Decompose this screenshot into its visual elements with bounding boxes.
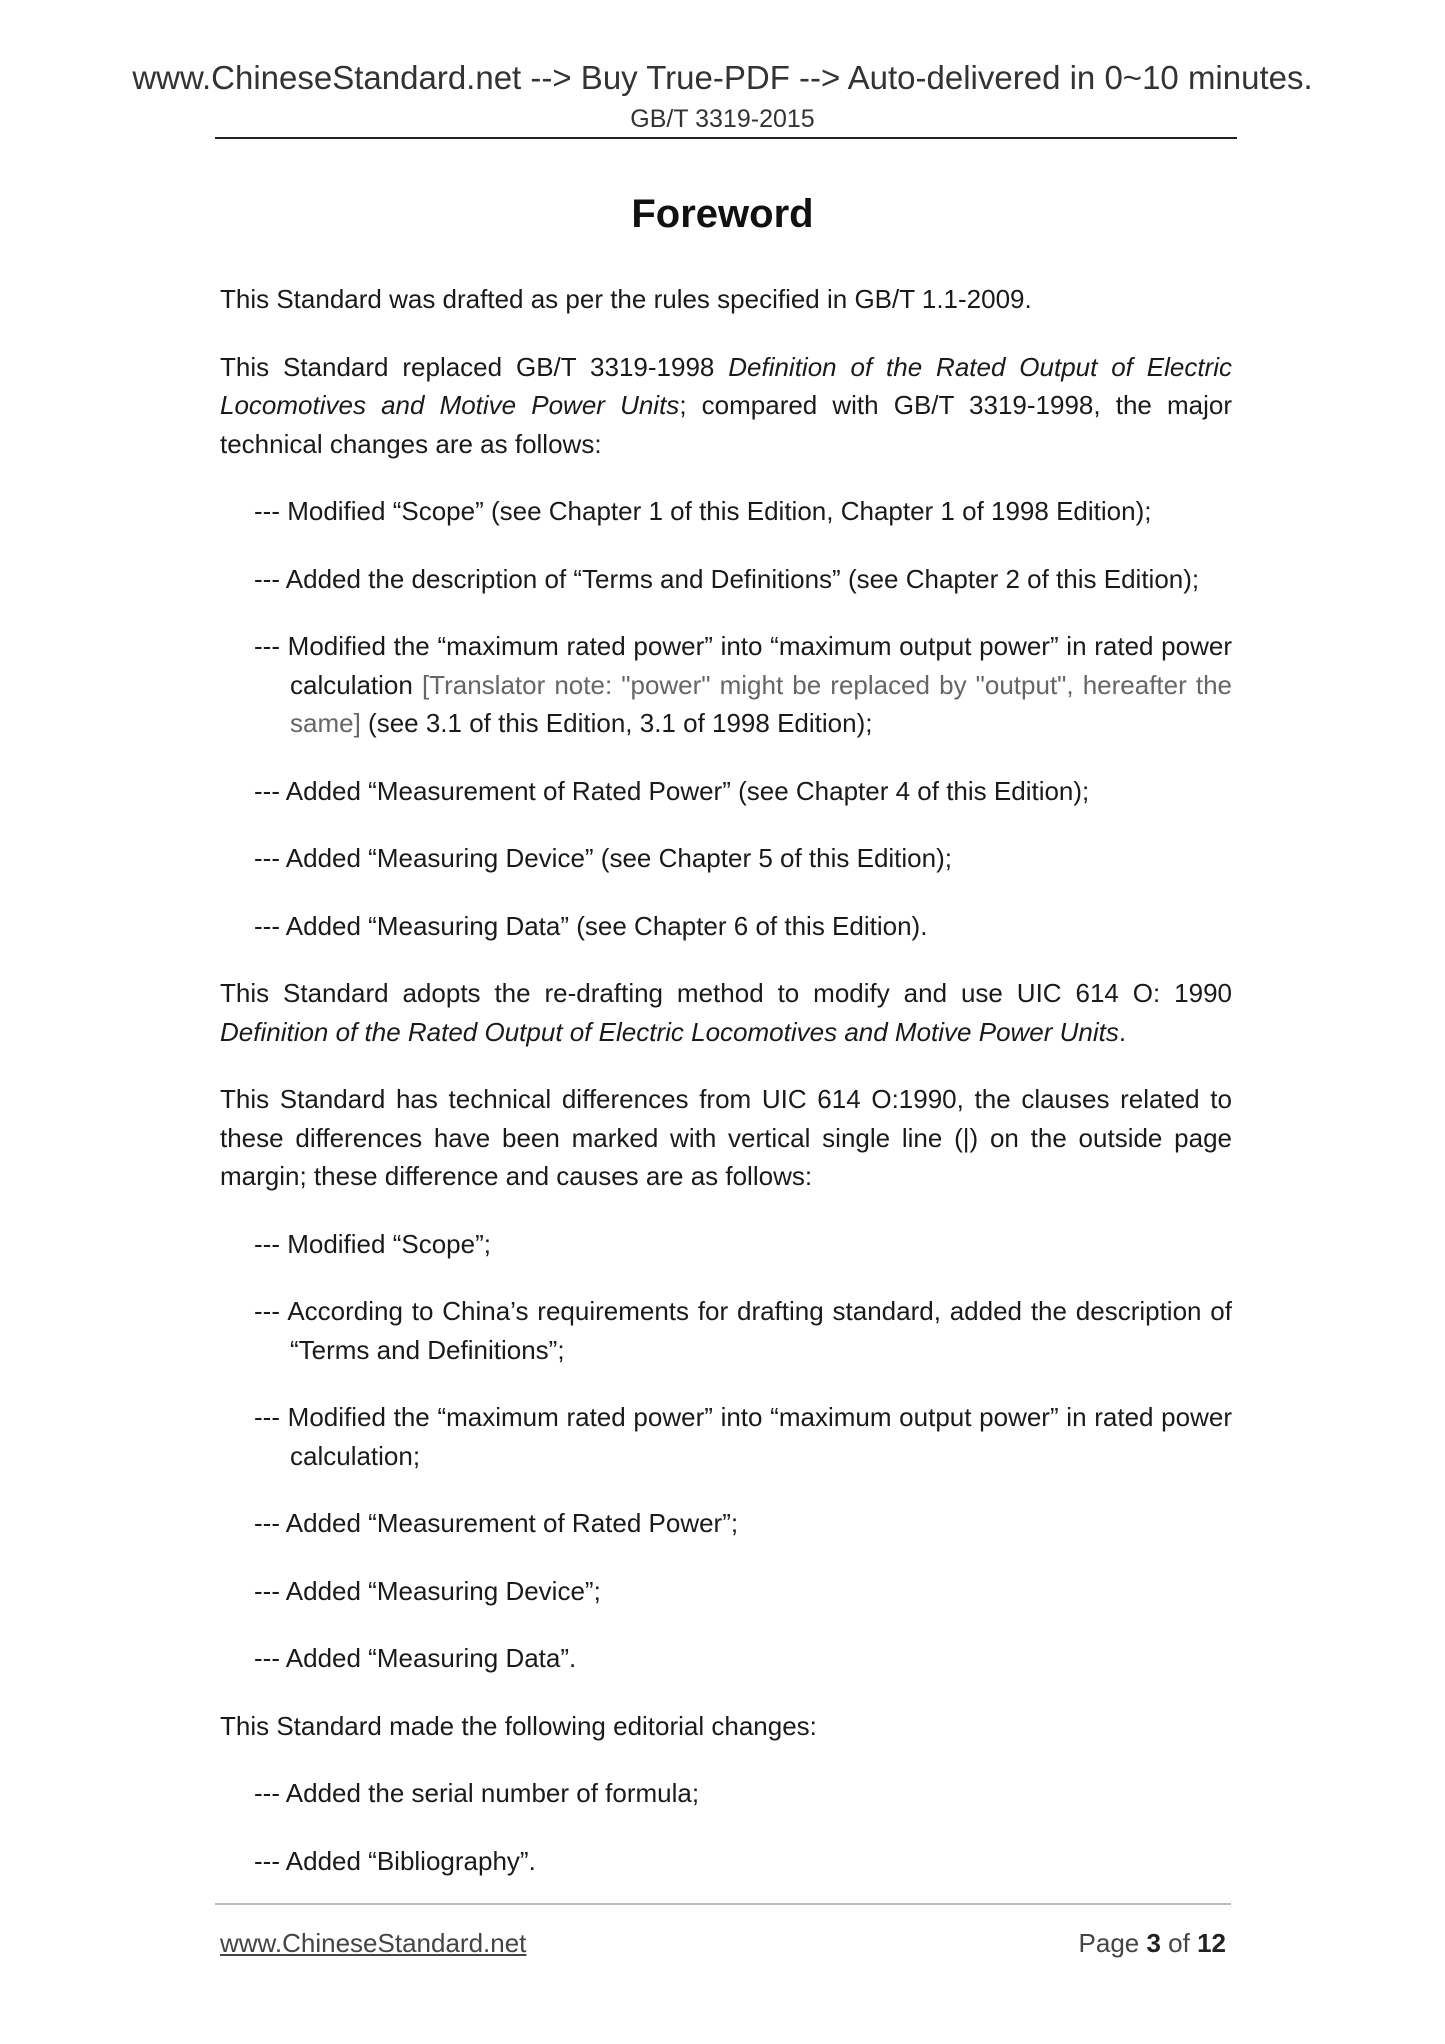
paragraph-drafting-rules: This Standard was drafted as per the rules specified in GB/T 1.1-2009. — [220, 284, 1032, 314]
change-item-max-power-ref: (see 3.1 of this Edition, 3.1 of 1998 Edition); — [360, 708, 873, 738]
paragraph-replaced-text-c: ; compared with GB/T 3319-1998, the major technical changes are as follows: — [220, 390, 1232, 459]
paragraph-replaced-standard — [220, 348, 1232, 464]
footer-divider — [215, 1903, 1231, 1905]
change-item-max-power — [254, 627, 1232, 743]
header-top-line: www.ChineseStandard.net --> Buy True-PDF --> Auto-delivered in 0~10 minutes. — [132, 59, 1313, 96]
translator-note: [Translator note: "power" might be replaced by "output", hereafter the same] — [290, 669, 1233, 738]
page-total: 12 — [1197, 1928, 1226, 1958]
paragraph-adoption — [220, 974, 1232, 1051]
page-title: Foreword — [631, 192, 814, 236]
paragraph-technical-differences: This Standard has technical differences from UIC 614 O:1990, the clauses related to these differences have been marked with vertical single line (|) on the outside page margin; these difference and causes are as follows: — [220, 1084, 1232, 1191]
page-number — [1079, 1927, 1226, 1959]
change-item-max-power-text: --- Modified the “maximum rated power” into “maximum output power” in rated power calculation — [254, 631, 1232, 700]
page-prefix: Page — [1078, 1928, 1147, 1958]
document-body — [220, 280, 1232, 1909]
difference-item-terms: --- According to China’s requirements for drafting standard, added the description of “Terms and Definitions”; — [254, 1296, 1232, 1365]
editorial-item-formula: --- Added the serial number of formula; — [254, 1778, 700, 1808]
change-item-terms: --- Added the description of “Terms and Definitions” (see Chapter 2 of this Edition); — [254, 563, 1200, 594]
difference-item-max-power: --- Modified the “maximum rated power” into “maximum output power” in rated power calculation; — [254, 1402, 1232, 1471]
paragraph-editorial-changes: This Standard made the following editorial changes: — [220, 1710, 817, 1741]
change-item-measurement: --- Added “Measurement of Rated Power” (see Chapter 4 of this Edition); — [254, 775, 1090, 806]
paragraph-adoption-text-c: . — [1118, 1016, 1127, 1047]
change-item-data: --- Added “Measuring Data” (see Chapter 6 of this Edition). — [254, 910, 928, 941]
difference-item-measurement: --- Added “Measurement of Rated Power”; — [254, 1508, 739, 1538]
paragraph-replaced-text-a: This Standard replaced GB/T 3319-1998 — [220, 351, 729, 382]
difference-item-data: --- Added “Measuring Data”. — [254, 1643, 577, 1673]
header-divider — [215, 137, 1237, 139]
page-current: 3 — [1146, 1928, 1161, 1958]
page-of: of — [1160, 1928, 1198, 1958]
change-item-scope: --- Modified “Scope” (see Chapter 1 of this Edition, Chapter 1 of 1998 Edition); — [254, 496, 1152, 526]
change-item-device: --- Added “Measuring Device” (see Chapter 5 of this Edition); — [254, 843, 952, 873]
header-standard-number: GB/T 3319-2015 — [630, 105, 815, 133]
paragraph-replaced-title: Definition of the Rated Output of Electric Locomotives and Motive Power Units — [220, 351, 1232, 420]
difference-item-device: --- Added “Measuring Device”; — [254, 1575, 601, 1606]
paragraph-adoption-title: Definition of the Rated Output of Electric Locomotives and Motive Power Units — [220, 1016, 1119, 1047]
paragraph-adoption-text-a: This Standard adopts the re-drafting method to modify and use UIC 614 O: 1990 — [220, 978, 1232, 1008]
editorial-item-bibliography: --- Added “Bibliography”. — [254, 1845, 536, 1876]
difference-item-scope: --- Modified “Scope”; — [254, 1228, 491, 1259]
footer-website-link[interactable]: www.ChineseStandard.net — [220, 1928, 527, 1958]
